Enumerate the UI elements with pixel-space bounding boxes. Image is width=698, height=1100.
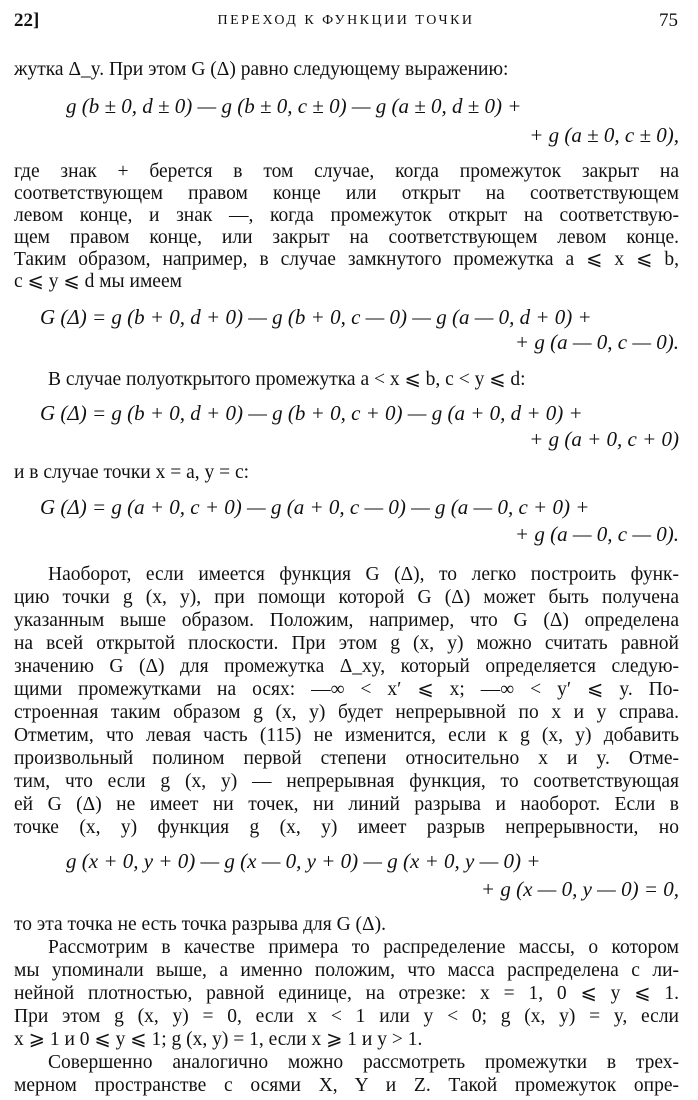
text-line: Совершенно аналогично можно рассмотреть промежутки в трех-	[48, 1052, 679, 1073]
text-line: соответствующем правом конце или открыт на соответствующем	[14, 183, 679, 204]
text-line: указанным выше образом. Положим, например, что G (Δ) определена	[14, 610, 679, 631]
text-line: Рассмотрим в качестве примера то распределение массы, о котором	[48, 937, 679, 958]
text-line: ей G (Δ) не имеет ни точек, ни линий разрыва и наоборот. Если в	[14, 794, 679, 815]
equation-line: + g (a — 0, c — 0).	[514, 330, 679, 354]
equation-line: + g (x — 0, y — 0) = 0,	[480, 877, 679, 901]
text-line: c ⩽ y ⩽ d мы имеем	[14, 271, 182, 292]
text-line: щими промежутками на осях: —∞ < x′ ⩽ x; —∞ < y′ ⩽ y. По-	[14, 679, 679, 700]
text-line: тим, что если g (x, y) — непрерывная функция, то соответствующая	[14, 771, 679, 792]
text-line: В случае полуоткрытого промежутка a < x ⩽ b, c < y ⩽ d:	[48, 369, 526, 390]
equation-line: + g (a + 0, c + 0)	[529, 427, 679, 451]
text-line: x ⩾ 1 и 0 ⩽ y ⩽ 1; g (x, y) = 1, если x ⩾ 1 и y > 1.	[14, 1029, 423, 1050]
equation-line: g (b ± 0, d ± 0) — g (b ± 0, c ± 0) — g (a ± 0, d ± 0) +	[66, 94, 522, 118]
text-line: произвольный полином первой степени относительно x и y. Отме-	[14, 748, 679, 769]
text-line: Таким образом, например, в случае замкнутого промежутка a ⩽ x ⩽ b,	[14, 249, 679, 270]
running-title: ПЕРЕХОД К ФУНКЦИИ ТОЧКИ	[217, 13, 475, 28]
text-line: то эта точка не есть точка разрыва для G (Δ).	[14, 914, 386, 935]
text-line: щем правом конце, или закрыт на соответствующем левом конце.	[14, 227, 679, 248]
text-line: нейной плотностью, равной единице, на отрезке: x = 1, 0 ⩽ y ⩽ 1.	[14, 983, 679, 1004]
text-line: Наоборот, если имеется функция G (Δ), то легко построить функ-	[48, 564, 679, 585]
text-line: строенная таким образом g (x, y) будет непрерывной по x и y справа.	[14, 702, 679, 723]
page-number: 75	[659, 10, 678, 31]
text-line: При этом g (x, y) = 0, если x < 1 или y < 0; g (x, y) = y, если	[14, 1006, 679, 1027]
text-line: и в случае точки x = a, y = c:	[14, 462, 250, 483]
text-line: мы упоминали выше, а именно положим, что масса распределена с ли-	[14, 960, 679, 981]
text-line: значению G (Δ) для промежутка Δ_xy, который определяется следую-	[14, 656, 679, 677]
text-line: цию точки g (x, y), при помощи которой G (Δ) может быть получена	[14, 587, 679, 608]
equation-line: + g (a ± 0, c ± 0),	[529, 123, 679, 147]
equation-line: G (Δ) = g (a + 0, c + 0) — g (a + 0, c — 0) — g (a — 0, c + 0) +	[40, 495, 590, 519]
equation-line: + g (a — 0, c — 0).	[514, 522, 679, 546]
text-line: где знак + берется в том случае, когда промежуток закрыт на	[14, 161, 679, 182]
text-line: мерном пространстве с осями X, Y и Z. Такой промежуток опре-	[14, 1075, 679, 1096]
text-line: на всей открытой плоскости. При этом g (x, y) можно считать равной	[14, 633, 679, 654]
equation-line: G (Δ) = g (b + 0, d + 0) — g (b + 0, c + 0) — g (a + 0, d + 0) +	[40, 401, 583, 425]
page-header	[14, 10, 678, 38]
text-line: жутка Δ_y. При этом G (Δ) равно следующему выражению:	[14, 59, 509, 80]
text-line: Отметим, что левая часть (115) не изменится, если к g (x, y) добавить	[14, 725, 679, 746]
text-line: левом конце, и знак —, когда промежуток открыт на соответствую-	[14, 205, 679, 226]
equation-line: G (Δ) = g (b + 0, d + 0) — g (b + 0, c — 0) — g (a — 0, d + 0) +	[40, 305, 592, 329]
text-line: точке (x, y) функция g (x, y) имеет разрыв непрерывности, но	[14, 817, 679, 838]
equation-line: g (x + 0, y + 0) — g (x — 0, y + 0) — g (x + 0, y — 0) +	[66, 849, 541, 873]
section-number: 22]	[14, 10, 40, 31]
